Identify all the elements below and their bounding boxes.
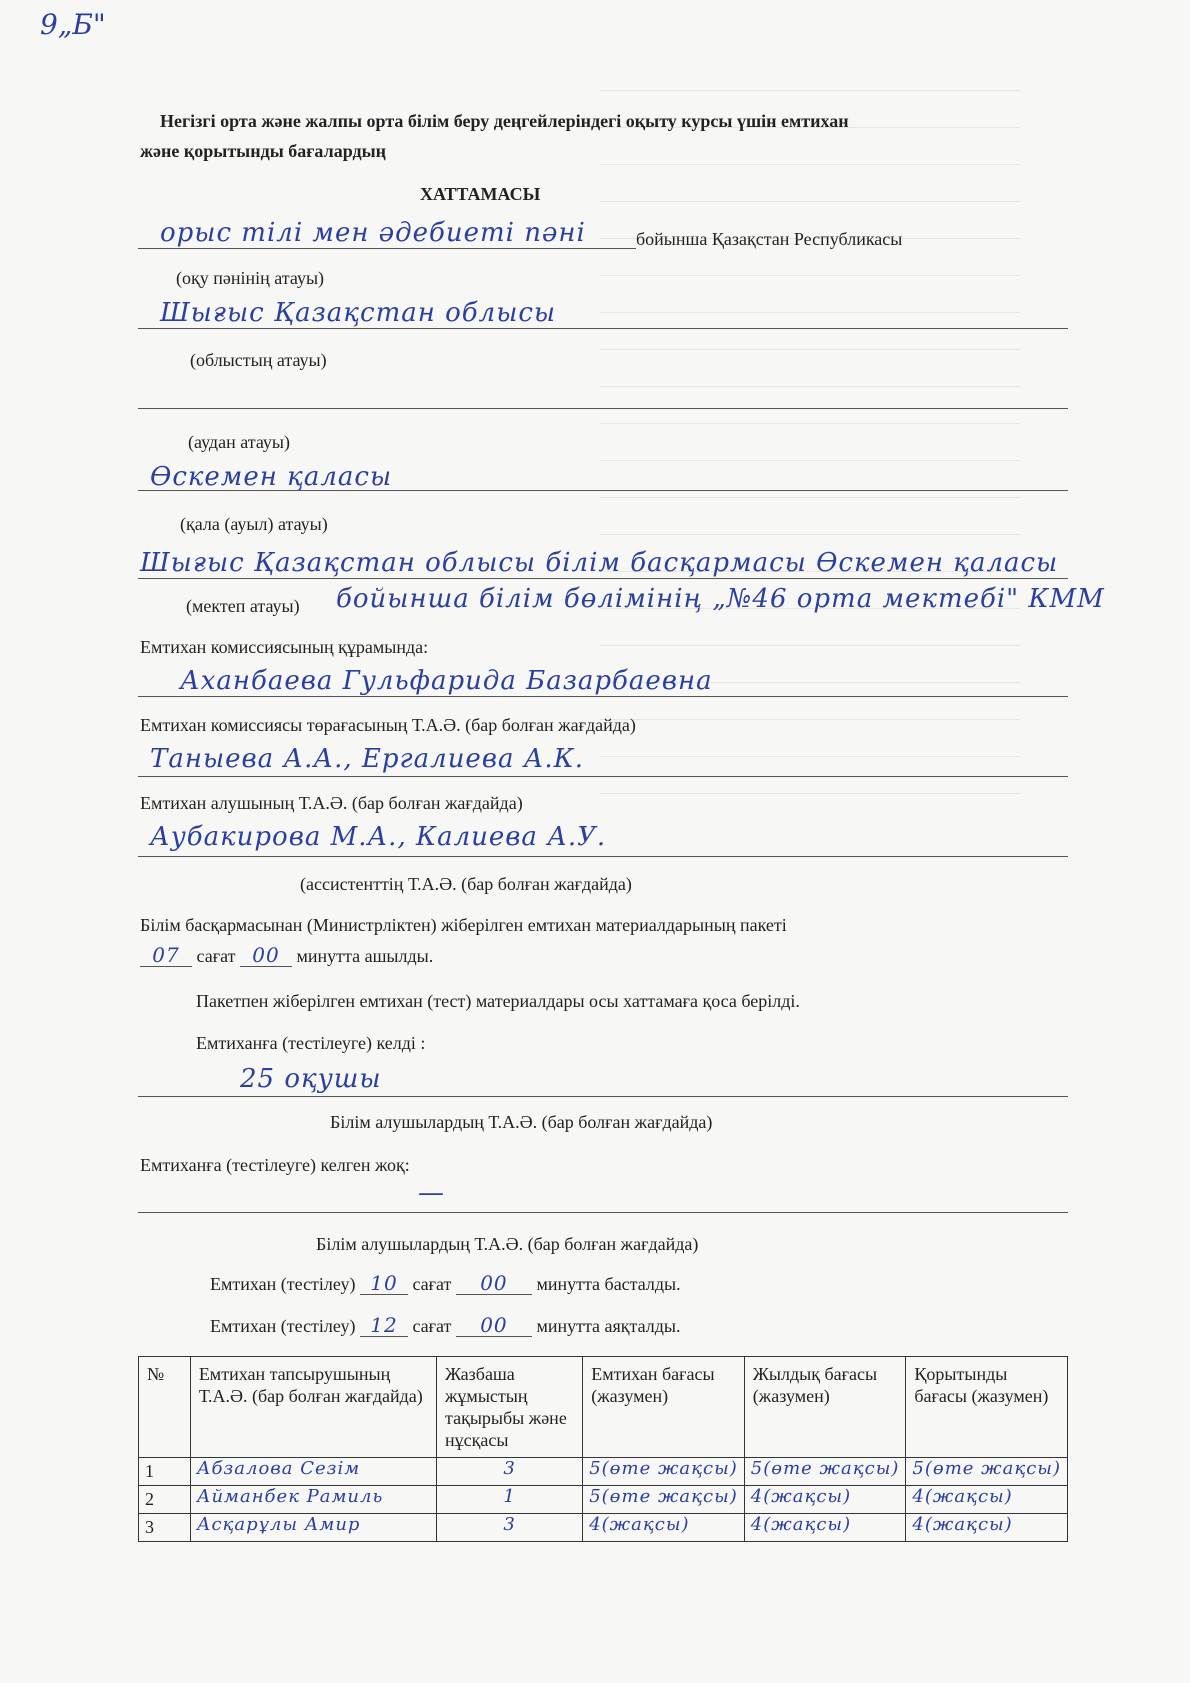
- subject-value: орыс тілі мен әдебиеті пәні: [160, 218, 586, 248]
- examiner-value: Аубакирова М.А., Калиева А.У.: [150, 822, 607, 852]
- end-suffix: минутта аяқталды.: [536, 1316, 681, 1336]
- came-caption: Білім алушылардың Т.А.Ә. (бар болған жағдайда): [330, 1112, 713, 1132]
- chair-label: Емтихан комиссиясы төрағасының Т.А.Ә. (бар болған жағдайда): [140, 715, 636, 735]
- header-exam-grade: Емтихан бағасы (жазумен): [583, 1357, 745, 1458]
- city-value: Өскемен қаласы: [150, 462, 393, 492]
- start-hour-label: сағат: [412, 1274, 452, 1294]
- cell-final-grade: 5(өте жақсы): [906, 1458, 1068, 1486]
- chair-value: Таныева А.А., Ергалиева А.К.: [150, 744, 585, 774]
- title-line-2: және қорытынды бағалардың: [140, 141, 386, 161]
- cell-number: 3: [139, 1514, 191, 1542]
- header-year-grade: Жылдық бағасы (жазумен): [744, 1357, 906, 1458]
- absent-rule: [138, 1212, 1068, 1213]
- subject-rule: [138, 248, 636, 249]
- region-rule: [138, 328, 1068, 329]
- package-text: Білім басқармасынан (Министрліктен) жіберілген емтихан материалдарының пакеті: [140, 915, 787, 935]
- chair-rule: [138, 776, 1068, 777]
- end-line: [210, 1314, 681, 1337]
- table-row: [139, 1514, 1068, 1542]
- start-minute: 00: [456, 1272, 532, 1295]
- cell-number: 2: [139, 1486, 191, 1514]
- commission-label: Емтихан комиссиясының құрамында:: [140, 637, 429, 657]
- cell-variant: 3: [437, 1458, 583, 1486]
- package-hour-label: сағат: [196, 946, 236, 966]
- city-caption: (қала (ауыл) атауы): [180, 514, 328, 534]
- school-value-line2: бойынша білім бөлімінің „№46 орта мектебі" КММ: [336, 584, 1105, 614]
- heading: ХАТТАМАСЫ: [420, 184, 541, 204]
- package-hour: 07: [140, 944, 192, 967]
- school-caption: (мектеп атауы): [186, 596, 300, 616]
- examiner-rule: [138, 856, 1068, 857]
- end-hour: 12: [360, 1314, 408, 1337]
- cell-final-grade: 4(жақсы): [906, 1486, 1068, 1514]
- start-line: [210, 1272, 681, 1295]
- assistant-caption: (ассистенттің Т.А.Ә. (бар болған жағдайда): [300, 874, 632, 894]
- cell-name: Абзалова Сезім: [190, 1458, 436, 1486]
- commission-value: Аханбаева Гульфарида Базарбаевна: [180, 666, 713, 696]
- header-variant: Жазбаша жұмыстың тақырыбы және нұсқасы: [437, 1357, 583, 1458]
- examiner-label: Емтихан алушының Т.А.Ә. (бар болған жағдайда): [140, 793, 523, 813]
- cell-year-grade: 5(өте жақсы): [744, 1458, 906, 1486]
- cell-name: Асқарұлы Амир: [190, 1514, 436, 1542]
- cell-exam-grade: 5(өте жақсы): [583, 1458, 745, 1486]
- table-row: [139, 1458, 1068, 1486]
- cell-name: Айманбек Рамиль: [190, 1486, 436, 1514]
- cell-exam-grade: 4(жақсы): [583, 1514, 745, 1542]
- package-minute: 00: [240, 944, 292, 967]
- city-rule: [138, 490, 1068, 491]
- title-line-1: Негізгі орта және жалпы орта білім беру деңгейлеріндегі оқыту курсы үшін емтихан: [160, 111, 849, 131]
- absent-value: —: [418, 1178, 445, 1208]
- header-name: Емтихан тапсырушының Т.А.Ә. (бар болған жағдайда): [190, 1357, 436, 1458]
- region-value: Шығыс Қазақстан облысы: [160, 298, 557, 328]
- attached-text: Пакетпен жіберілген емтихан (тест) материалдары осы хаттамаға қоса берілді.: [196, 991, 800, 1011]
- corner-class-mark: 9„Б": [40, 8, 106, 41]
- came-rule: [138, 1096, 1068, 1097]
- school-value-line1: Шығыс Қазақстан облысы білім басқармасы Өскемен қаласы: [140, 548, 1059, 578]
- results-table: [138, 1356, 1068, 1542]
- district-caption: (аудан атауы): [188, 432, 290, 452]
- absent-caption: Білім алушылардың Т.А.Ә. (бар болған жағдайда): [316, 1234, 699, 1254]
- cell-number: 1: [139, 1458, 191, 1486]
- bleed-through-shadow: [600, 90, 1020, 810]
- cell-year-grade: 4(жақсы): [744, 1514, 906, 1542]
- commission-rule: [138, 696, 1068, 697]
- header-final-grade: Қорытынды бағасы (жазумен): [906, 1357, 1068, 1458]
- end-hour-label: сағат: [412, 1316, 452, 1336]
- cell-variant: 1: [437, 1486, 583, 1514]
- package-time: [140, 944, 433, 967]
- cell-final-grade: 4(жақсы): [906, 1514, 1068, 1542]
- package-minute-label: минутта ашылды.: [296, 946, 434, 966]
- header-number: №: [139, 1357, 191, 1458]
- end-minute: 00: [456, 1314, 532, 1337]
- start-suffix: минутта басталды.: [536, 1274, 681, 1294]
- start-hour: 10: [360, 1272, 408, 1295]
- came-label: Емтиханға (тестілеуге) келді :: [196, 1033, 426, 1053]
- table-row: [139, 1486, 1068, 1514]
- end-label: Емтихан (тестілеу): [210, 1316, 356, 1336]
- district-rule: [138, 408, 1068, 409]
- region-caption: (облыстың атауы): [190, 350, 327, 370]
- start-label: Емтихан (тестілеу): [210, 1274, 356, 1294]
- cell-exam-grade: 5(өте жақсы): [583, 1486, 745, 1514]
- cell-variant: 3: [437, 1514, 583, 1542]
- absent-label: Емтиханға (тестілеуге) келген жоқ:: [140, 1155, 410, 1175]
- subject-suffix: бойынша Қазақстан Республикасы: [636, 229, 903, 249]
- cell-year-grade: 4(жақсы): [744, 1486, 906, 1514]
- subject-caption: (оқу пәнінің атауы): [176, 268, 325, 288]
- table-header-row: [139, 1357, 1068, 1458]
- came-value: 25 оқушы: [240, 1064, 382, 1094]
- school-rule: [138, 578, 1068, 579]
